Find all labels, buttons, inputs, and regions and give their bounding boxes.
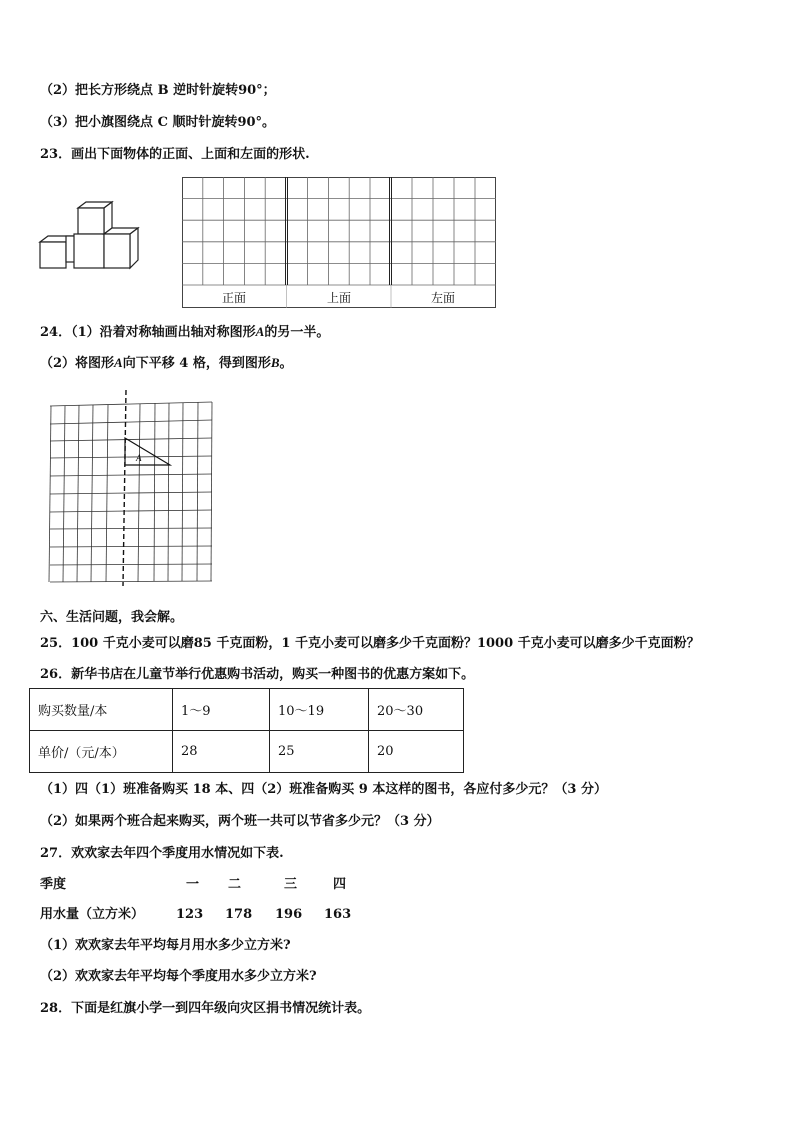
q24-part2-prefix: （2）将图形	[40, 356, 115, 371]
top-view-panel	[287, 177, 391, 308]
shape-a-label: A	[136, 453, 142, 463]
q25-stem: 25．100 千克小麦可以磨85 千克面粉，1 千克小麦可以磨多少千克面粉？1000 千克小麦可以磨多少千克面粉？	[40, 636, 700, 651]
q24-part2	[40, 354, 293, 373]
season-cell: 二	[228, 877, 242, 892]
q24-var-a: A	[114, 355, 123, 370]
front-view-label: 正面	[221, 291, 246, 305]
q27-sub1: （1）欢欢家去年平均每月用水多少立方米?	[40, 938, 291, 953]
season-cell: 三	[284, 877, 298, 892]
q26-sub2: （2）如果两个班合起来购买，两个班一共可以节省多少元？（3 分）	[40, 814, 440, 829]
symmetry-grid-figure	[44, 388, 216, 588]
q22-item3: （3）把小旗图绕点 C 顺时针旋转90°。	[40, 115, 276, 130]
discount-table	[29, 688, 464, 773]
section-6-title: 六、生活问题，我会解。	[40, 610, 184, 625]
q22-item2: （2）把长方形绕点 B 逆时针旋转90°；	[40, 83, 276, 98]
top-view-label: 上面	[326, 291, 351, 305]
left-view-panel	[391, 177, 495, 308]
q24-part1-suffix: 的另一半。	[264, 325, 330, 340]
q28-stem: 28．下面是红旗小学一到四年级向灾区捐书情况统计表。	[40, 1001, 371, 1016]
table-cell: 1～9	[173, 689, 270, 731]
q24-part2-mid: 向下平移 4 格，得到图形	[122, 356, 271, 371]
three-view-grid	[182, 177, 496, 308]
table-cell: 10～19	[270, 689, 369, 731]
q23-stem: 23．画出下面物体的正面、上面和左面的形状.	[40, 147, 310, 162]
q24-part1-prefix: 24．（1）沿着对称轴画出轴对称图形	[40, 325, 256, 340]
q26-stem: 26．新华书店在儿童节举行优惠购书活动，购买一种图书的优惠方案如下。	[40, 667, 475, 682]
usage-cell: 123	[176, 907, 204, 922]
q24-part2-suffix: 。	[279, 356, 293, 371]
cube-stack-figure	[38, 200, 140, 272]
season-cell: 一	[186, 877, 200, 892]
usage-cell: 163	[324, 907, 352, 922]
q24-var-b: B	[270, 355, 280, 370]
season-label: 季度	[40, 877, 67, 892]
q26-sub1: （1）四（1）班准备购买 18 本、四（2）班准备购买 9 本这样的图书，各应付多少元？（3 分）	[40, 782, 607, 797]
table-cell: 20	[369, 731, 464, 773]
front-view-panel	[182, 177, 286, 308]
table-cell: 28	[173, 731, 270, 773]
table-cell: 单价/（元/本）	[30, 731, 173, 773]
q27-stem: 27．欢欢家去年四个季度用水情况如下表.	[40, 846, 284, 861]
usage-cell: 196	[275, 907, 303, 922]
season-cell: 四	[333, 877, 347, 892]
usage-label: 用水量（立方米）	[40, 907, 145, 922]
usage-cell: 178	[225, 907, 253, 922]
table-row	[30, 689, 464, 731]
table-cell: 购买数量/本	[30, 689, 173, 731]
table-cell: 25	[270, 731, 369, 773]
q24-part1	[40, 323, 329, 342]
table-cell: 20～30	[369, 689, 464, 731]
left-view-label: 左面	[430, 291, 455, 305]
q24-var-a: A	[255, 324, 265, 339]
q27-sub2: （2）欢欢家去年平均每个季度用水多少立方米?	[40, 969, 317, 984]
table-row	[30, 731, 464, 773]
